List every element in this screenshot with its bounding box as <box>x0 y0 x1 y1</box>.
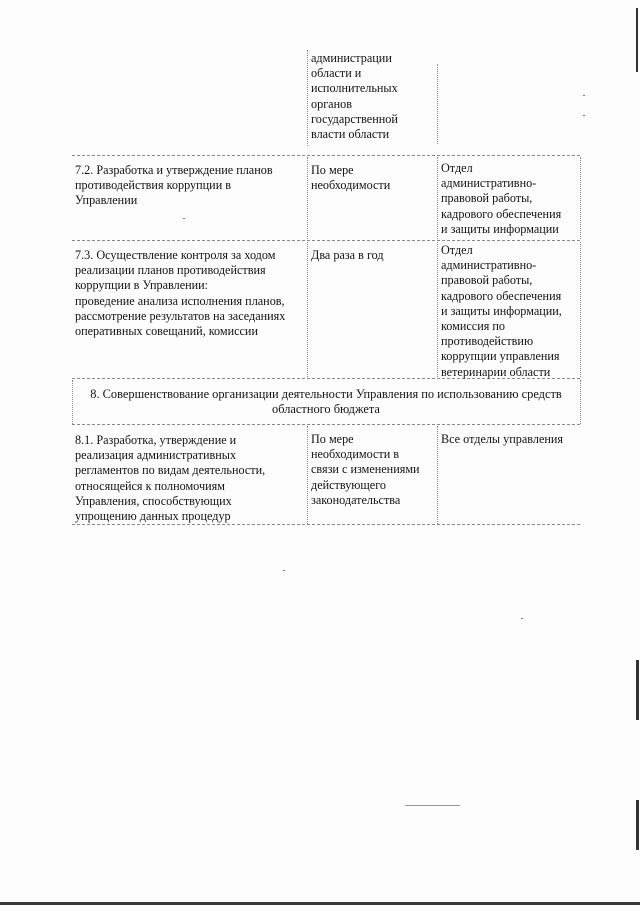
row-8-1-deadline: По мере необходимости в связи с изменениями действующего законодательства <box>311 432 420 507</box>
row-divider-7-2 <box>72 240 580 241</box>
column-divider-3 <box>580 242 581 377</box>
row-7-3-deadline: Два раза в год <box>311 248 384 262</box>
scan-edge-mark <box>636 800 639 850</box>
column-divider-1 <box>307 50 308 146</box>
scan-speck <box>583 95 585 96</box>
column-divider-3 <box>580 157 581 239</box>
column-divider-1 <box>307 242 308 377</box>
row-7-1-deadline: администрации области и исполнительных органов государственной власти области <box>311 51 398 142</box>
row-divider-7-1 <box>72 155 580 156</box>
scan-speck <box>283 570 285 571</box>
row-7-2-responsible: Отдел административно- правовой работы, кадрового обеспечения и защиты информации <box>441 161 562 236</box>
scan-speck <box>583 115 585 116</box>
row-7-2-measure: 7.2. Разработка и утверждение планов противодействия коррупции в Управлении <box>75 163 273 208</box>
row-7-2-deadline: По мере необходимости <box>311 163 391 193</box>
scan-speck <box>183 218 185 219</box>
scan-edge-mark <box>636 8 638 72</box>
row-8-1-responsible: Все отделы управления <box>441 432 564 446</box>
column-divider-3 <box>580 380 581 424</box>
row-8-1-measure: 8.1. Разработка, утверждение и реализация административных регламентов по видам деятельности, относящейся к полномочиям Управления, способствующих упрощению данных процедур <box>75 433 266 524</box>
scan-edge-mark <box>636 660 639 720</box>
section-8-title: 8. Совершенствование организации деятельности Управления по использованию средств областного бюджета <box>90 387 562 417</box>
column-divider-1 <box>307 157 308 239</box>
scan-speck <box>521 618 523 619</box>
column-divider-1 <box>307 426 308 524</box>
row-divider-section-8 <box>72 424 580 425</box>
row-7-3-measure: 7.3. Осуществление контроля за ходом реализации планов противодействия коррупции в Управлении: проведение анализа исполнения планов, рассмотрение результатов на заседаниях оперативных совещаний, комиссии <box>75 248 286 339</box>
scan-stray-line <box>405 805 460 806</box>
row-7-3-responsible: Отдел административно- правовой работы, кадрового обеспечения и защиты информации, комиссия по противодействию коррупции управления ветеринарии области <box>441 243 562 379</box>
